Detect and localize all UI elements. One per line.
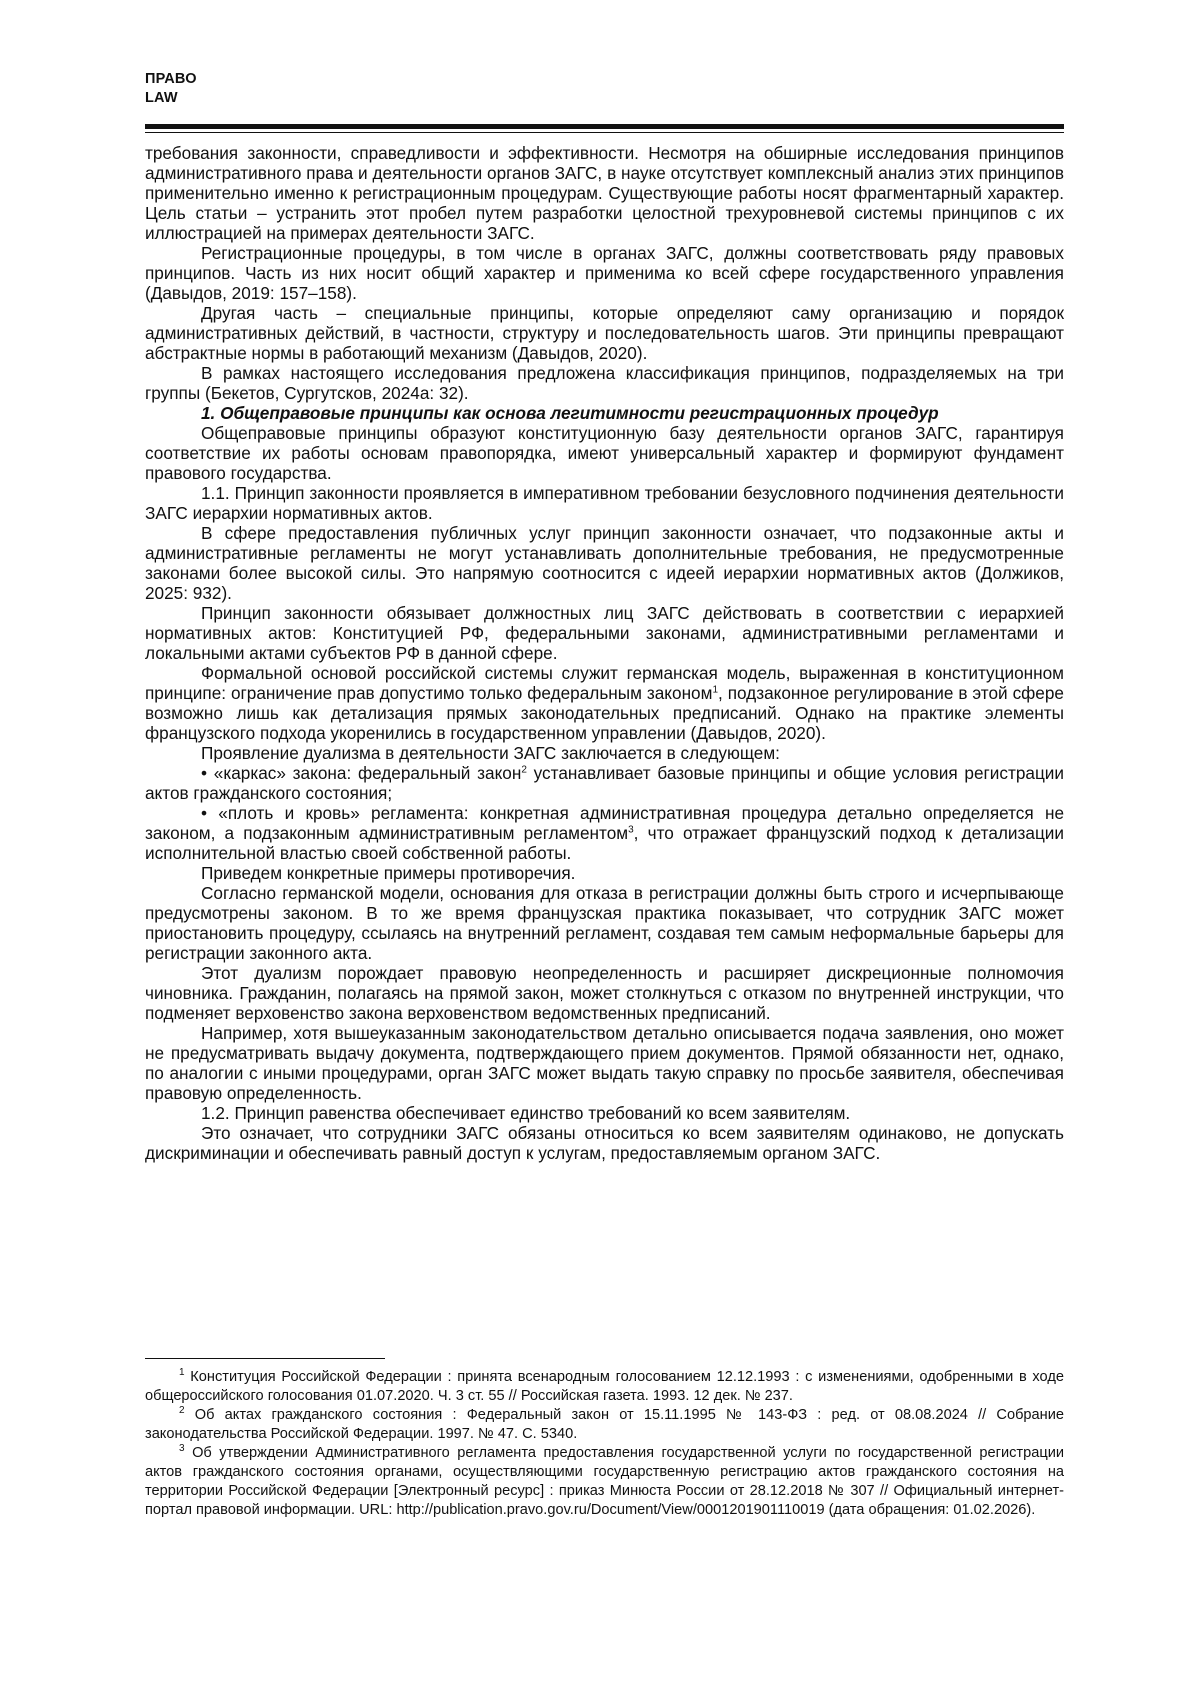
text-run: • «каркас» закона: федеральный закон <box>201 763 522 783</box>
paragraph: Принцип законности обязывает должностных лиц ЗАГС действовать в соответствии с иерархией нормативных актов: Конституцией РФ, федеральными законами, административными регламентами и локальными актами субъектов РФ в данной сфере. <box>145 603 1064 663</box>
header-journal-en: LAW <box>145 90 178 106</box>
text-run: • «плоть и кровь» регламента: конкретная административная процедура детально определяется не законом, а подзаконным административным регламентом <box>145 803 1064 843</box>
paragraph: 1.2. Принцип равенства обеспечивает единство требований ко всем заявителям. <box>201 1103 851 1123</box>
footnotes <box>145 1368 1064 1520</box>
paragraph: Другая часть – специальные принципы, которые определяют саму организацию и порядок административных действий, в частности, структуру и последовательность шагов. Эти принципы превращают абстрактные нормы в работающий механизм (Давыдов, 2020). <box>145 303 1064 363</box>
footnote-number: 2 <box>179 1405 185 1417</box>
text-run: устанавливает базовые принципы и общие условия регистрации актов гражданского состояния; <box>145 763 1064 803</box>
article-body <box>145 143 1064 1163</box>
section-heading: 1. Общеправовые принципы как основа легитимности регистрационных процедур <box>201 403 939 423</box>
footnote-text: Конституция Российской Федерации : принята всенародным голосованием 12.12.1993 : с изменениями, одобренными в ходе общероссийского голосования 01.07.2020. Ч. 3 ст. 55 // Российская газета. 1993. 12 дек. № 237. <box>145 1369 1064 1404</box>
paragraph: Приведем конкретные примеры противоречия. <box>201 863 576 883</box>
footnote <box>145 1444 1064 1520</box>
paragraph: Общеправовые принципы образуют конституционную базу деятельности органов ЗАГС, гарантируя соответствие их работы основам правопорядка, имеют универсальный характер и формируют фундамент правового государства. <box>145 423 1064 483</box>
paragraph-with-footnote-ref <box>145 663 1064 743</box>
paragraph: Проявление дуализма в деятельности ЗАГС заключается в следующем: <box>201 743 780 763</box>
paragraph: Этот дуализм порождает правовую неопределенность и расширяет дискреционные полномочия чиновника. Гражданин, полагаясь на прямой закон, может столкнуться с отказом по внутренней инструкции, что подменяет верховенство закона верховенством ведомственных предписаний. <box>145 963 1064 1023</box>
bullet-item <box>145 763 1064 803</box>
running-header <box>145 70 197 108</box>
footnote-number: 3 <box>179 1443 185 1455</box>
paragraph: Это означает, что сотрудники ЗАГС обязаны относиться ко всем заявителям одинаково, не допускать дискриминации и обеспечивать равный доступ к услугам, предоставляемым органом ЗАГС. <box>145 1123 1064 1163</box>
footnote-text: Об актах гражданского состояния : Федеральный закон от 15.11.1995 № 143-ФЗ : ред. от 08.08.2024 // Собрание законодательства Российской Федерации. 1997. № 47. С. 5340. <box>145 1407 1064 1442</box>
footnote-ref[interactable]: 3 <box>628 824 634 836</box>
text-run: , что отражает французский подход к детализации исполнительной властью своей собственной работы. <box>145 823 1064 863</box>
paragraph: Например, хотя вышеуказанным законодательством детально описывается подача заявления, оно может не предусматривать выдачу документа, подтверждающего прием документов. Прямой обязанности нет, однако, по аналогии с иными процедурами, орган ЗАГС может выдать такую справку по просьбе заявителя, обеспечивая правовую определенность. <box>145 1023 1064 1103</box>
text-run: Формальной основой российской системы служит германская модель, выраженная в конституционном принципе: ограничение прав допустимо только федеральным законом <box>145 663 1064 703</box>
paragraph: Регистрационные процедуры, в том числе в органах ЗАГС, должны соответствовать ряду правовых принципов. Часть из них носит общий характер и применима ко всей сфере государственного управления (Давыдов, 2019: 157–158). <box>145 243 1064 303</box>
paragraph: 1.1. Принцип законности проявляется в императивном требовании безусловного подчинения деятельности ЗАГС иерархии нормативных актов. <box>145 483 1064 523</box>
footnote <box>145 1406 1064 1444</box>
paragraph: В рамках настоящего исследования предложена классификация принципов, подразделяемых на три группы (Бекетов, Сургутсков, 2024а: 32). <box>145 363 1064 403</box>
header-journal-ru: ПРАВО <box>145 71 197 87</box>
paragraph: Согласно германской модели, основания для отказа в регистрации должны быть строго и исчерпывающе предусмотрены законом. В то же время французская практика показывает, что сотрудник ЗАГС может приостановить процедуру, ссылаясь на внутренний регламент, создавая тем самым неформальные барьеры для регистрации законного акта. <box>145 883 1064 963</box>
footnote <box>145 1368 1064 1406</box>
bullet-item <box>145 803 1064 863</box>
footnote-ref[interactable]: 1 <box>712 684 718 696</box>
paragraph-continuation: требования законности, справедливости и эффективности. Несмотря на обширные исследования принципов административного права и деятельности органов ЗАГС, в науке отсутствует комплексный анализ этих принципов применительно именно к регистрационным процедурам. Существующие работы носят фрагментарный характер. Цель статьи – устранить этот пробел путем разработки целостной трехуровневой системы принципов с их иллюстрацией на примерах деятельности ЗАГС. <box>145 143 1064 243</box>
footnote-text: Об утверждении Административного регламента предоставления государственной услуги по государственной регистрации актов гражданского состояния органами, осуществляющими государственную регистрацию актов гражданского состояния на территории Российской Федерации [Электронный ресурс] : приказ Минюста России от 28.12.2018 № 307 // Официальный интернет-портал правовой информации. URL: http://publication.pravo.gov.ru/Document/View/0001201901110019 (дата обращения: 01.02.2026). <box>145 1445 1064 1518</box>
header-rule-thin <box>145 132 1064 133</box>
footnote-ref[interactable]: 2 <box>521 764 527 776</box>
footnote-number: 1 <box>179 1367 185 1379</box>
text-run: , подзаконное регулирование в этой сфере возможно лишь как детализация прямых законодательных предписаний. Однако на практике элементы французского подхода укоренились в государственном управлении (Давыдов, 2020). <box>145 683 1064 743</box>
footnote-separator <box>145 1358 385 1359</box>
header-rule-thick <box>145 124 1064 129</box>
paragraph: В сфере предоставления публичных услуг принцип законности означает, что подзаконные акты и административные регламенты не могут устанавливать дополнительные требования, не предусмотренные законами более высокой силы. Это напрямую соотносится с идеей иерархии нормативных актов (Должиков, 2025: 932). <box>145 523 1064 603</box>
